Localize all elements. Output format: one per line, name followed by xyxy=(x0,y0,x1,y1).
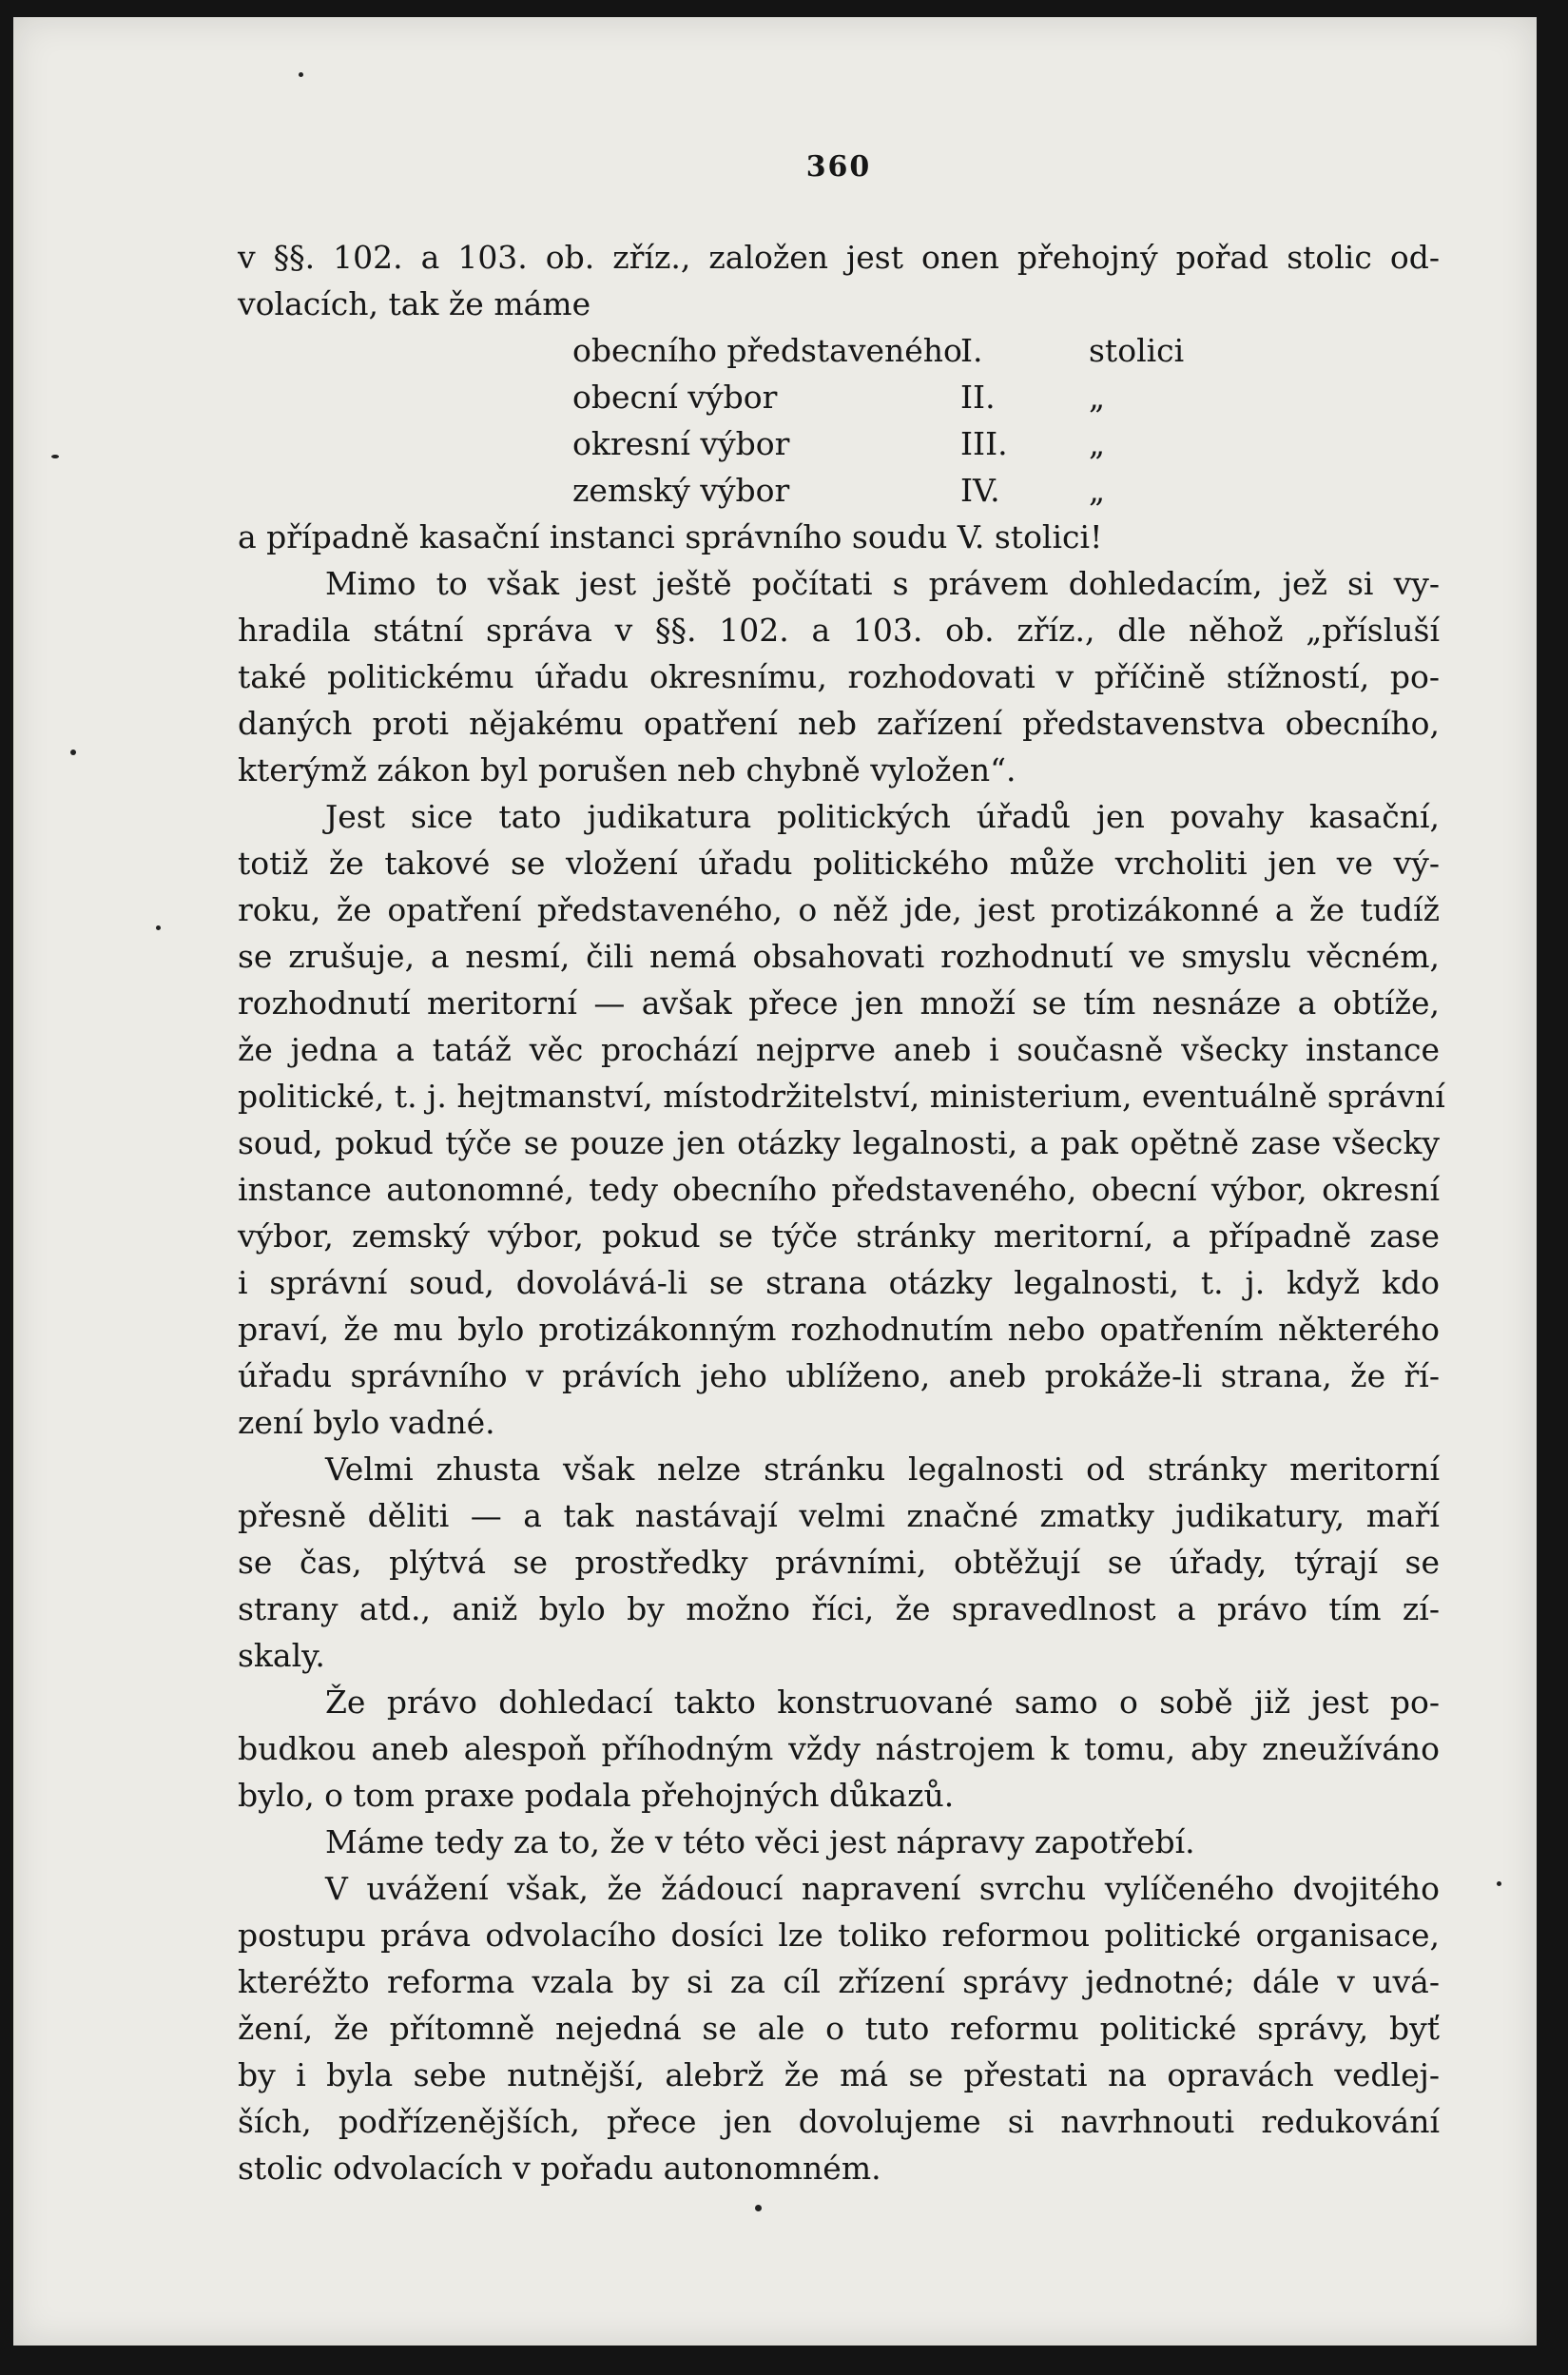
text-line: strany atd., aniž bylo by možno říci, že spravedlnost a právo tím zí- xyxy=(238,1590,1440,1627)
scan-speck xyxy=(51,455,59,458)
text-line: v §§. 102. a 103. ob. zříz., založen jest onen přehojný pořad stolic od- xyxy=(238,239,1440,276)
text-line: a případně kasační instanci správního soudu V. stolici! xyxy=(238,518,1103,555)
table-body-cell: zemský výbor xyxy=(572,472,790,509)
text-line: kteréžto reforma vzala by si za cíl zřízení správy jednotné; dále v uvá- xyxy=(238,1963,1440,2000)
scan-speck xyxy=(70,749,76,755)
body-text xyxy=(238,234,1445,2191)
scan-speck xyxy=(1497,1881,1501,1886)
text-line: přesně děliti — a tak nastávají velmi značné zmatky judikatury, maří xyxy=(238,1497,1440,1534)
text-line: kterýmž zákon byl porušen neb chybně vyložen“. xyxy=(238,751,1016,788)
scan-speck xyxy=(755,2205,762,2211)
text-line: Máme tedy za to, že v této věci jest nápravy zapotřebí. xyxy=(325,1823,1195,1860)
text-line: soud, pokud týče se pouze jen otázky legalnosti, a pak opětně zase všecky xyxy=(238,1124,1440,1161)
table-stolici-cell: „ xyxy=(1089,472,1106,509)
text-line: bylo, o tom praxe podala přehojných důkazů. xyxy=(238,1777,955,1814)
scan-speck xyxy=(156,925,161,930)
text-line: Jest sice tato judikatura politických úřadů jen povahy kasační, xyxy=(325,798,1440,835)
table-stolici-cell: stolici xyxy=(1089,332,1185,369)
text-line: se zrušuje, a nesmí, čili nemá obsahovati rozhodnutí ve smyslu věcném, xyxy=(238,938,1440,975)
page-number: 360 xyxy=(805,150,872,184)
text-line: praví, že mu bylo protizákonným rozhodnutím nebo opatřením některého xyxy=(238,1311,1440,1348)
text-line: rozhodnutí meritorní — avšak přece jen množí se tím nesnáze a obtíže, xyxy=(238,984,1440,1022)
text-line: politické, t. j. hejtmanství, místodržitelství, ministerium, eventuálně správní xyxy=(238,1078,1445,1115)
scan-speck xyxy=(299,72,303,77)
text-line: že jedna a tatáž věc prochází nejprve aneb i současně všecky instance xyxy=(238,1031,1440,1068)
appeal-table-row xyxy=(238,420,1440,467)
table-body-cell: okresní výbor xyxy=(572,425,790,462)
appeal-table-row xyxy=(238,327,1440,374)
text-line: V uvážení však, že žádoucí napravení svrchu vylíčeného dvojitého xyxy=(325,1870,1440,1907)
table-body-cell: obecního představeného xyxy=(572,332,962,369)
scanned-page xyxy=(13,17,1537,2346)
text-line: daných proti nějakému opatření neb zařízení představenstva obecního, xyxy=(238,705,1440,742)
text-line: by i byla sebe nutnější, alebrž že má se přestati na opravách vedlej- xyxy=(238,2056,1440,2093)
table-instance-cell: III. xyxy=(960,425,1008,462)
table-stolici-cell: „ xyxy=(1089,379,1106,416)
text-line: také politickému úřadu okresnímu, rozhodovati v příčině stížností, po- xyxy=(238,658,1440,695)
text-line: volacích, tak že máme xyxy=(238,285,591,322)
text-line: i správní soud, dovolává-li se strana otázky legalnosti, t. j. když kdo xyxy=(238,1264,1440,1301)
text-line: zení bylo vadné. xyxy=(238,1404,495,1441)
table-body-cell: obecní výbor xyxy=(572,379,778,416)
text-line: Mimo to však jest ještě počítati s právem dohledacím, jež si vy- xyxy=(325,565,1440,602)
text-line: instance autonomné, tedy obecního představeného, obecní výbor, okresní xyxy=(238,1171,1440,1208)
table-instance-cell: II. xyxy=(960,379,996,416)
text-line: postupu práva odvolacího dosíci lze toliko reformou politické organisace, xyxy=(238,1917,1440,1954)
table-instance-cell: IV. xyxy=(960,472,1000,509)
text-line: budkou aneb alespoň příhodným vždy nástrojem k tomu, aby zneužíváno xyxy=(238,1730,1440,1767)
text-line: Velmi zhusta však nelze stránku legalnosti od stránky meritorní xyxy=(325,1450,1440,1488)
text-line: výbor, zemský výbor, pokud se týče stránky meritorní, a případně zase xyxy=(238,1217,1440,1255)
text-line: stolic odvolacích v pořadu autonomném. xyxy=(238,2150,881,2187)
text-line: skaly. xyxy=(238,1637,325,1674)
text-line: roku, že opatření představeného, o něž jde, jest protizákonné a že tudíž xyxy=(238,891,1440,928)
text-line: Že právo dohledací takto konstruované samo o sobě již jest po- xyxy=(325,1684,1440,1721)
text-line: hradila státní správa v §§. 102. a 103. ob. zříz., dle něhož „přísluší xyxy=(238,612,1440,649)
text-line: totiž že takové se vložení úřadu politického může vrcholiti jen ve vý- xyxy=(238,845,1440,882)
text-line: úřadu správního v právích jeho ublíženo, aneb prokáže-li strana, že ří- xyxy=(238,1357,1440,1394)
table-instance-cell: I. xyxy=(960,332,983,369)
appeal-table-row xyxy=(238,467,1440,514)
text-line: ších, podřízenějších, přece jen dovolujeme si navrhnouti redukování xyxy=(238,2103,1440,2140)
appeal-table-row xyxy=(238,374,1440,420)
text-line: žení, že přítomně nejedná se ale o tuto reformu politické správy, byť xyxy=(238,2010,1440,2047)
table-stolici-cell: „ xyxy=(1089,425,1106,462)
text-line: se čas, plýtvá se prostředky právními, obtěžují se úřady, týrají se xyxy=(238,1544,1440,1581)
